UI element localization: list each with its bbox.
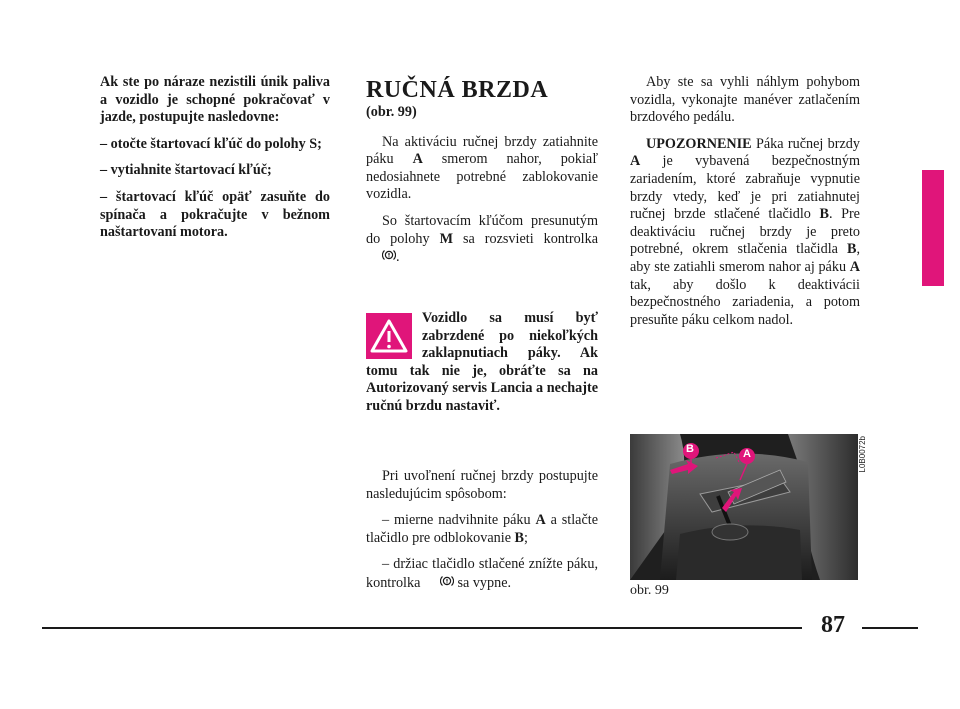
warning-box bbox=[366, 310, 598, 416]
release-step-1: – mierne nadvihnite páku A a stlačte tlačidlo pre odblokovanie B; bbox=[366, 512, 598, 546]
lamp-paragraph: So štartovacím kľúčom presunutým do polohy M sa rozsvieti kontrolka . bbox=[366, 212, 598, 266]
release-instructions bbox=[366, 468, 598, 602]
activation-paragraph: Na aktiváciu ručnej brzdy zatiahnite páku A smerom nahor, pokiaľ nedosiahnete potrebné zablokovanie vozidla. bbox=[366, 133, 598, 203]
section-tab bbox=[922, 170, 944, 286]
figure-caption: obr. 99 bbox=[630, 583, 669, 598]
section-title: RUČNÁ BRZDA bbox=[366, 77, 549, 103]
middle-column bbox=[366, 74, 598, 276]
brake-warning-lamp-icon bbox=[366, 248, 396, 266]
section-subtitle: (obr. 99) bbox=[366, 104, 417, 120]
release-intro: Pri uvoľnení ručnej brzdy postupujte nasledujúcim spôsobom: bbox=[366, 468, 598, 502]
warning-text: Vozidlo sa musí byť zabrzdené po niekoľkých zaklapnutiach páky. Ak tomu tak nie je, obráťte sa na Autorizovaný servis Lancia a nechajte ručnú brzdu nastaviť. bbox=[366, 310, 598, 414]
handbrake-photo bbox=[630, 434, 858, 580]
left-column bbox=[100, 74, 330, 251]
notice-label: UPOZORNENIE bbox=[646, 135, 752, 152]
release-step-2: – držiac tlačidlo stlačené znížte páku, kontrolka sa vypne. bbox=[366, 556, 598, 591]
brake-warning-lamp-icon bbox=[424, 574, 454, 592]
right-column bbox=[630, 74, 860, 338]
notice-paragraph: UPOZORNENIE Páka ručnej brzdy A je vybavená bezpečnostným zariadením, ktoré zabraňuje vypnutie brzdy vtedy, keď je pri zatiahnutej ručnej brzde stlačené tlačidlo B. Pre deaktiváciu ručnej brzdy je preto potrebné, okrem stlačenia tlačidla B, aby ste zatiahli smerom nahor aj páku A tak, aby došlo k deaktivácii bezpečnostného zariadenia, a potom presuňte páku celkom nadol. bbox=[630, 135, 860, 328]
footer-rule-left bbox=[42, 627, 802, 629]
figure-code: L0B0072b bbox=[858, 436, 867, 473]
page-number: 87 bbox=[821, 612, 845, 638]
step-2: – vytiahnite štartovací kľúč; bbox=[100, 162, 272, 179]
footer-rule-right bbox=[862, 627, 918, 629]
step-3: – štartovací kľúč opäť zasuňte do spínača a pokračujte v bežnom naštartovaní motora. bbox=[100, 188, 330, 241]
step-1: – otočte štartovací kľúč do polohy S; bbox=[100, 135, 322, 152]
pedal-paragraph: Aby ste sa vyhli náhlym pohybom vozidla, vykonajte manéver zatlačením brzdového pedálu. bbox=[630, 74, 860, 126]
figure-label-b: B bbox=[686, 443, 694, 455]
figure-label-a: A bbox=[743, 448, 751, 460]
warning-triangle-icon bbox=[366, 313, 412, 359]
intro-text: Ak ste po náraze nezistili únik paliva a vozidlo je schopné pokračovať v jazde, postupujte nasledovne: bbox=[100, 74, 330, 126]
